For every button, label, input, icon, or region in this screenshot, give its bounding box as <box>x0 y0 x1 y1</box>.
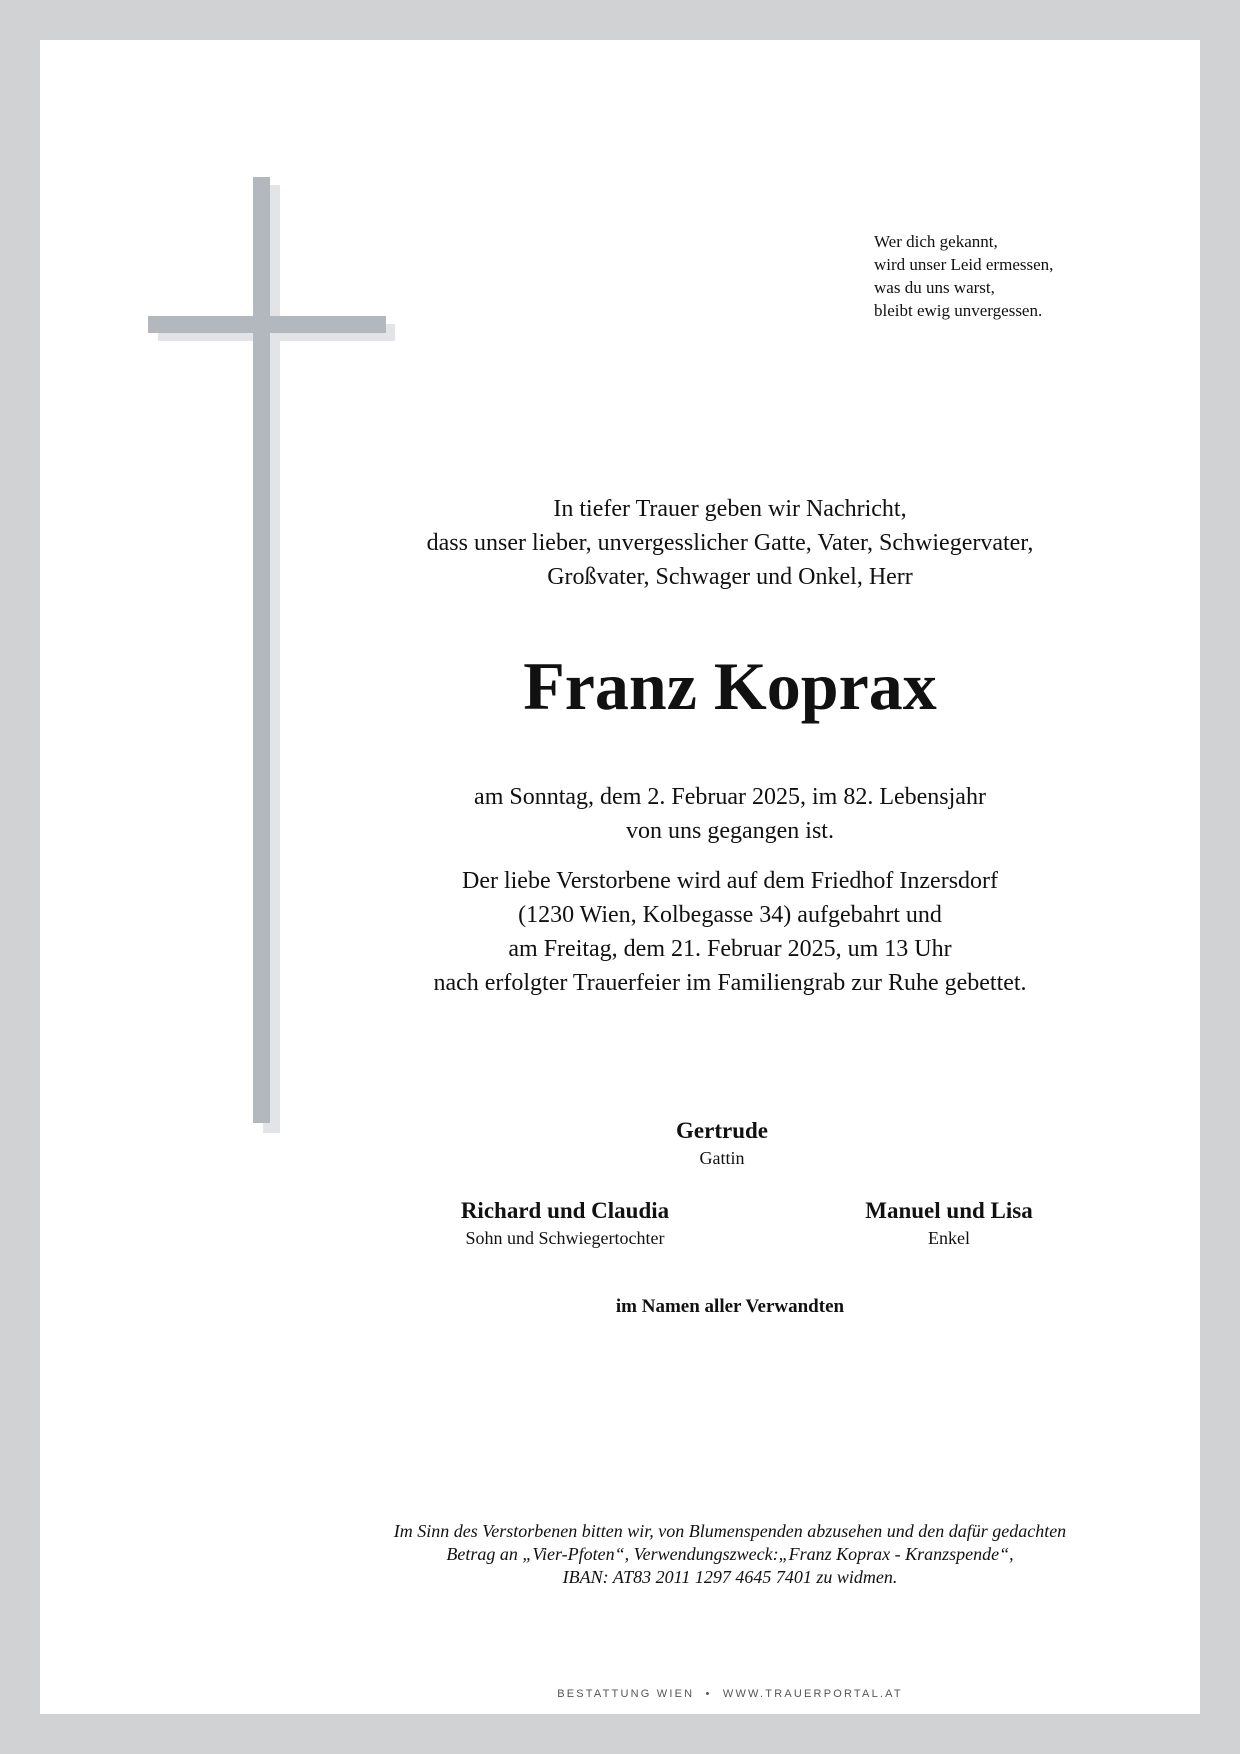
footer-separator: • <box>705 1688 712 1700</box>
mourner-role: Enkel <box>928 1228 970 1248</box>
poem-line: Wer dich gekannt, <box>874 232 998 251</box>
donation-request <box>355 1520 1105 1589</box>
donation-line: IBAN: AT83 2011 1297 4645 7401 zu widmen. <box>562 1567 898 1587</box>
poem-line: wird unser Leid ermessen, <box>874 255 1054 274</box>
obituary-sheet <box>40 40 1200 1714</box>
intro-line: dass unser lieber, unvergesslicher Gatte, Vater, Schwiegervater, <box>426 530 1034 556</box>
funeral-line: am Freitag, dem 21. Februar 2025, um 13 Uhr <box>508 936 952 962</box>
mourner-grandchildren <box>824 1196 1074 1250</box>
funeral-details <box>380 864 1080 1000</box>
poem <box>874 230 1053 322</box>
mourner-children <box>410 1196 720 1250</box>
behalf-text: im Namen aller Verwandten <box>615 1296 845 1317</box>
mourner-name: Manuel und Lisa <box>865 1198 1033 1223</box>
poem-line: was du uns warst, <box>874 278 995 297</box>
mourner-name: Gertrude <box>676 1118 768 1143</box>
footer-company: BESTATTUNG WIEN <box>557 1688 695 1700</box>
donation-line: Betrag an „Vier-Pfoten“, Verwendungszweck:„Franz Koprax - Kranzspende“, <box>446 1544 1014 1564</box>
deceased-name: Franz Koprax <box>523 648 937 724</box>
donation-line: Im Sinn des Verstorbenen bitten wir, von Blumenspenden abzusehen und den dafür gedachten <box>393 1521 1067 1541</box>
death-line: am Sonntag, dem 2. Februar 2025, im 82. Lebensjahr <box>474 784 986 810</box>
death-line: von uns gegangen ist. <box>626 818 834 844</box>
cross-horizontal <box>148 316 386 333</box>
mourner-spouse <box>622 1116 822 1170</box>
funeral-line: (1230 Wien, Kolbegasse 34) aufgebahrt und <box>518 902 942 928</box>
mourner-role: Gattin <box>699 1148 745 1168</box>
funeral-line: nach erfolgter Trauerfeier im Familiengrab zur Ruhe gebettet. <box>433 970 1027 996</box>
mourner-name: Richard und Claudia <box>460 1198 670 1223</box>
intro-line: Großvater, Schwager und Onkel, Herr <box>547 564 913 590</box>
funeral-line: Der liebe Verstorbene wird auf dem Friedhof Inzersdorf <box>461 868 999 894</box>
mourner-role: Sohn und Schwiegertochter <box>465 1228 665 1248</box>
poem-line: bleibt ewig unvergessen. <box>874 301 1043 320</box>
intro-line: In tiefer Trauer geben wir Nachricht, <box>553 496 907 522</box>
death-notice <box>380 780 1080 848</box>
intro-text <box>380 492 1080 594</box>
footer-website: WWW.TRAUERPORTAL.AT <box>722 1688 903 1700</box>
footer-branding <box>380 1688 1080 1700</box>
